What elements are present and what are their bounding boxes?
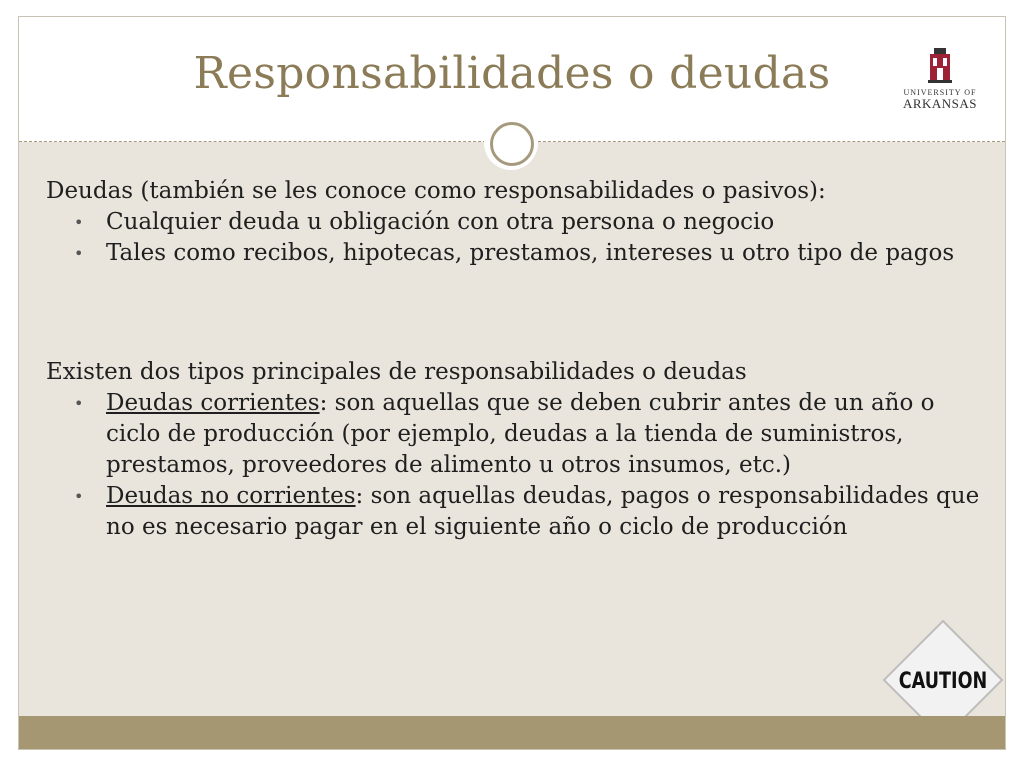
section1-heading: Deudas (también se les conoce como responsabilidades o pasivos): xyxy=(46,178,826,204)
caution-label: CAUTION xyxy=(898,669,988,694)
term-noncurrent-debts: Deudas no corrientes xyxy=(106,483,356,509)
university-logo xyxy=(900,44,980,110)
logo-text-line2: ARKANSAS xyxy=(902,96,978,111)
list-item: • Cualquier deuda u obligación con otra persona o negocio xyxy=(46,207,986,238)
divider-ring-icon xyxy=(490,122,534,166)
slide-body xyxy=(46,176,986,543)
footer-band xyxy=(19,716,1005,749)
logo-text-line1: UNIVERSITY OF xyxy=(903,88,977,97)
university-seal-icon xyxy=(900,44,980,88)
spacer xyxy=(46,269,986,357)
bullet-icon: • xyxy=(74,394,84,413)
section1-bullets xyxy=(46,207,986,269)
section2-heading: Existen dos tipos principales de responsabilidades o deudas xyxy=(46,359,747,385)
slide-title: Responsabilidades o deudas xyxy=(193,48,831,99)
term-current-debts: Deudas corrientes xyxy=(106,390,320,416)
list-item: • Deudas no corrientes: son aquellas deudas, pagos o responsabilidades que no es necesario pagar en el siguiente año o ciclo de producción xyxy=(74,483,980,540)
bullet-icon: • xyxy=(74,213,84,232)
bullet-icon: • xyxy=(74,244,84,263)
list-item: • Tales como recibos, hipotecas, prestamos, intereses u otro tipo de pagos xyxy=(46,238,986,269)
bullet-icon: • xyxy=(74,487,84,506)
list-item: • Deudas corrientes: son aquellas que se deben cubrir antes de un año o ciclo de producción (por ejemplo, deudas a la tienda de suministros, prestamos, proveedores de alimento u otros insumos, etc.) xyxy=(74,390,935,478)
section2-bullets xyxy=(46,388,986,543)
